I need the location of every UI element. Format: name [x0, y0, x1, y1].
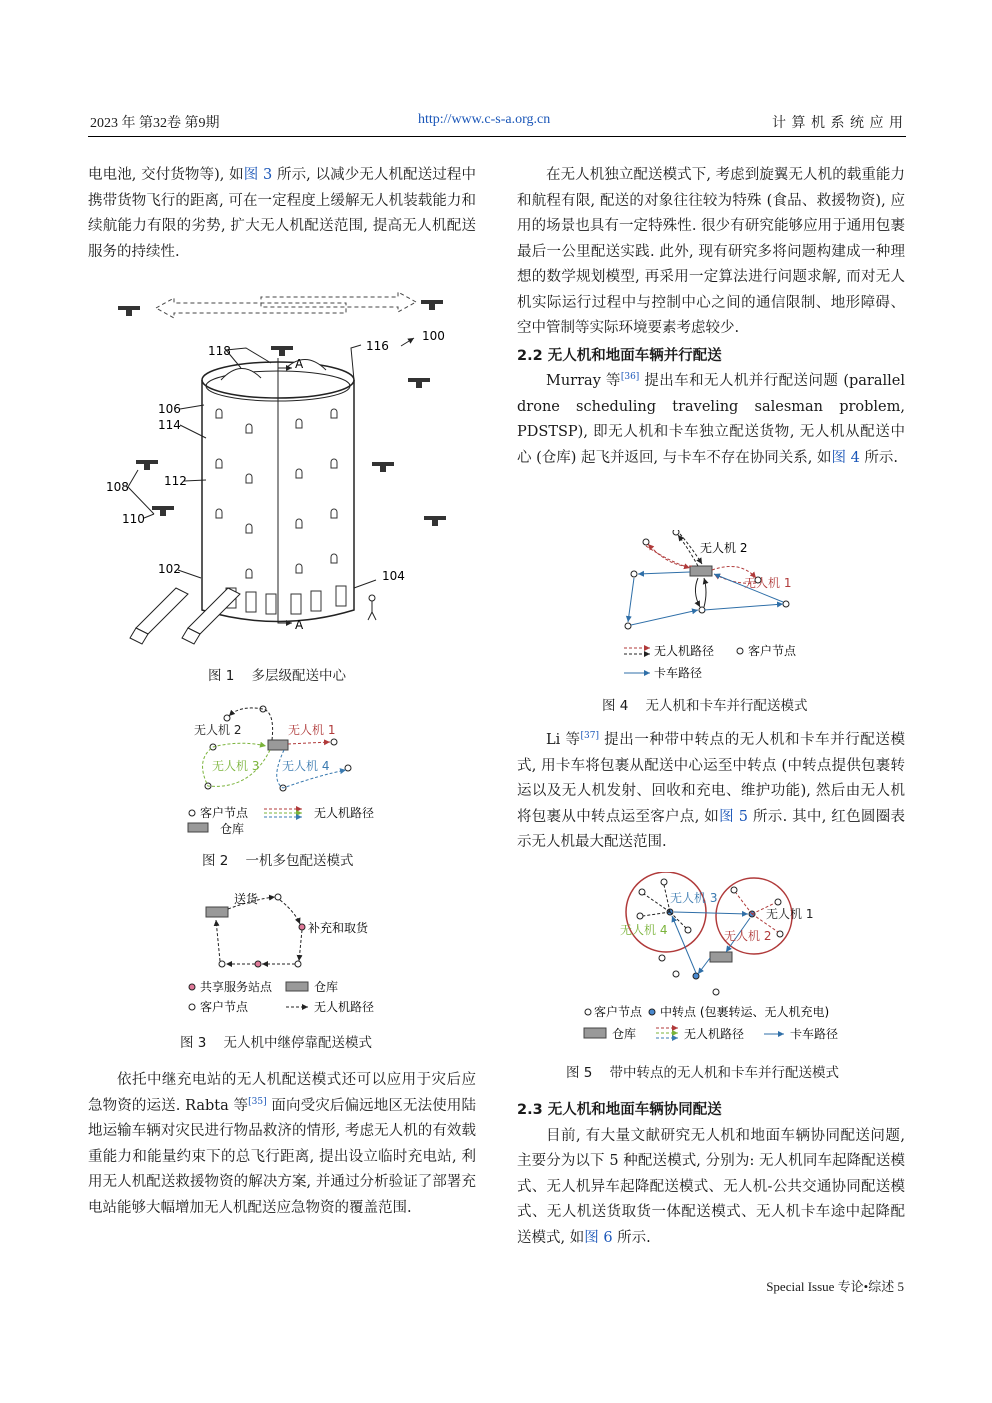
text: 提出一种带中转点的无人机和卡车并行配送模式, 用卡车将包裹从配送中心运至中转点 (中转点提供包裹转运以及无人机发射、回收和充电、维护功能), 然后由无人机将包裹从中转点运至客户点, 如	[517, 732, 905, 825]
legend-drone-path: 无人机路径	[314, 806, 375, 820]
text: 电电池, 交付货物等), 如	[88, 167, 244, 183]
figure-link[interactable]: 图 5	[719, 808, 749, 825]
label-102: 102	[158, 562, 181, 576]
text: 依托中继充电站的无人机配送模式还可以应用于灾后应急物资的运送. Rabta 等	[88, 1072, 476, 1114]
header-journal-issue: 2023 年 第32卷 第9期	[90, 116, 220, 131]
legend-customer: 客户节点	[748, 644, 797, 658]
legend-depot: 仓库	[314, 980, 339, 994]
legend-customer: 客户节点	[594, 1005, 643, 1019]
paragraph	[517, 369, 905, 471]
legend-station: 共享服务站点	[200, 980, 273, 994]
label-114: 114	[158, 418, 181, 432]
figure-4-parallel	[610, 530, 830, 686]
text: 所示, 以减少无人机配送过程中携带货物飞行的距离, 可在一定程度上缓解无人机装载能力和续航能力有限的劣势, 扩大无人机配送范围, 提高无人机配送服务的持续性.	[88, 167, 477, 260]
legend-truck-path: 卡车路径	[790, 1027, 839, 1041]
left-col-top	[88, 163, 476, 265]
text: 所示. 其中, 红色圆圈表示无人机最大配送范围.	[517, 808, 906, 850]
figure-3-relay-station	[180, 887, 400, 1022]
legend-transfer-point: 中转点 (包裹转运、无人机充电)	[660, 1005, 830, 1019]
figure-1-distribution-center	[96, 288, 476, 648]
left-col-bottom	[88, 1068, 476, 1221]
text: 目前, 有大量文献研究无人机和地面车辆协同配送问题, 主要分为以下 5 种配送模式, 分别为: 无人机同车起降配送模式、无人机异车起降配送模式、无人机-公共交通协同配送模式、无人机送货取货一体配送模式、无人机卡车途中起降配送模式, 如	[517, 1127, 905, 1246]
label-a-top: A	[295, 357, 304, 371]
label-118: 118	[208, 344, 231, 358]
legend-drone-path: 无人机路径	[684, 1027, 745, 1041]
drone-2-label: 无人机 2	[700, 541, 748, 555]
legend-truck-path: 卡车路径	[654, 666, 703, 680]
drone-3-label: 无人机 3	[670, 891, 718, 905]
paragraph	[517, 1124, 905, 1252]
legend-drone-path: 无人机路径	[654, 644, 715, 658]
label-a-bottom: A	[295, 618, 304, 632]
citation-link[interactable]: [35]	[248, 1096, 267, 1107]
figure-link[interactable]: 图 3	[243, 167, 273, 183]
header-journal-name: 计 算 机 系 统 应 用	[772, 116, 904, 131]
drone-3-label: 无人机 3	[212, 759, 260, 773]
legend-depot: 仓库	[220, 822, 245, 836]
drone-1-label: 无人机 1	[744, 576, 792, 590]
right-arrow	[261, 292, 416, 312]
drone-1-label: 无人机 1	[766, 907, 814, 921]
text: 所示.	[859, 449, 899, 466]
right-col-mid	[517, 728, 905, 856]
paragraph	[88, 163, 476, 265]
person-figure	[368, 595, 376, 620]
left-arrow	[156, 298, 346, 318]
right-col	[517, 163, 905, 471]
citation-link[interactable]: [36]	[620, 372, 640, 383]
text: 面向受灾后偏远地区无法使用陆地运输车辆对灾民进行物品救济的情形, 考虑无人机的有效载重能力和能量约束下的总飞行距离, 提出设立临时充电站, 利用无人机配送救援物资的解决方案, 并通过分析验证了部署充电站能够大幅增加无人机配送应急物资的覆盖范围.	[88, 1097, 476, 1216]
depot-box	[268, 740, 288, 750]
header-rule	[88, 136, 906, 137]
figure-link[interactable]: 图 4	[831, 449, 860, 466]
figure-1-caption: 图 1 多层级配送中心	[208, 668, 347, 684]
drone-4-label: 无人机 4	[282, 759, 330, 773]
legend-customer: 客户节点	[200, 806, 249, 820]
legend-drone-path: 无人机路径	[314, 1000, 375, 1014]
text: Li 等	[546, 732, 581, 748]
label-100: 100	[422, 329, 445, 343]
label-110: 110	[122, 512, 145, 526]
figure-2-caption: 图 2 一机多包配送模式	[202, 853, 354, 869]
replenish-label: 补充和取货	[308, 921, 369, 935]
figure-link[interactable]: 图 6	[584, 1229, 613, 1246]
legend-customer: 客户节点	[200, 1000, 249, 1014]
deliver-label: 送货	[234, 892, 259, 906]
drone-1-label: 无人机 1	[288, 723, 336, 737]
paragraph: 在无人机独立配送模式下, 考虑到旋翼无人机的载重能力和航程有限, 配送的对象往往较为特殊 (食品、救援物资), 应用的场景也具有一定特殊性. 很少有研究能够应用于通用包裹最后一公里配送实践. 此外, 现有研究多将问题构建成一种理想的数学规划模型, 再采用一定算法进行问题求解, 而对无人机实际运行过程中与控制中心之间的通信限制、地形障碍、空中管制等实际环境要素考虑较少.	[517, 167, 905, 336]
figure-3-caption: 图 3 无人机中继停靠配送模式	[180, 1035, 373, 1051]
citation-link[interactable]: [37]	[580, 731, 599, 742]
text: 提出车和无人机并行配送问题 (parallel drone scheduling traveling salesman problem, PDSTSP), 即无人机和卡车独立配送货物, 无人机从配送中心 (仓库) 起飞并返回, 与卡车不存在协同关系, 如	[517, 373, 905, 466]
drone-2-label: 无人机 2	[724, 929, 772, 943]
drone-2-label: 无人机 2	[194, 723, 242, 737]
figure-4-caption: 图 4 无人机和卡车并行配送模式	[602, 698, 808, 714]
label-112: 112	[164, 474, 187, 488]
label-108: 108	[106, 480, 129, 494]
label-104: 104	[382, 569, 405, 583]
paragraph	[517, 728, 905, 856]
section-heading-2-2: 2.2 无人机和地面车辆并行配送	[517, 347, 722, 364]
label-116: 116	[366, 339, 389, 353]
paragraph	[88, 1068, 476, 1221]
figure-2-multi-package	[180, 700, 400, 840]
building-windows	[216, 409, 346, 614]
section-heading-2-3: 2.3 无人机和地面车辆协同配送	[517, 1102, 722, 1118]
page-footer: Special Issue 专论•综述 5	[766, 1279, 904, 1294]
right-col-bottom	[517, 1098, 905, 1251]
figure-5-transfer-point	[580, 872, 852, 1048]
figure-5-caption: 图 5 带中转点的无人机和卡车并行配送模式	[566, 1065, 840, 1081]
text: 所示.	[612, 1229, 651, 1246]
header-url-link[interactable]: http://www.c-s-a.org.cn	[418, 112, 551, 127]
text: Murray 等	[546, 373, 621, 389]
legend-depot: 仓库	[612, 1027, 637, 1041]
drone-4-label: 无人机 4	[620, 923, 668, 937]
label-106: 106	[158, 402, 181, 416]
